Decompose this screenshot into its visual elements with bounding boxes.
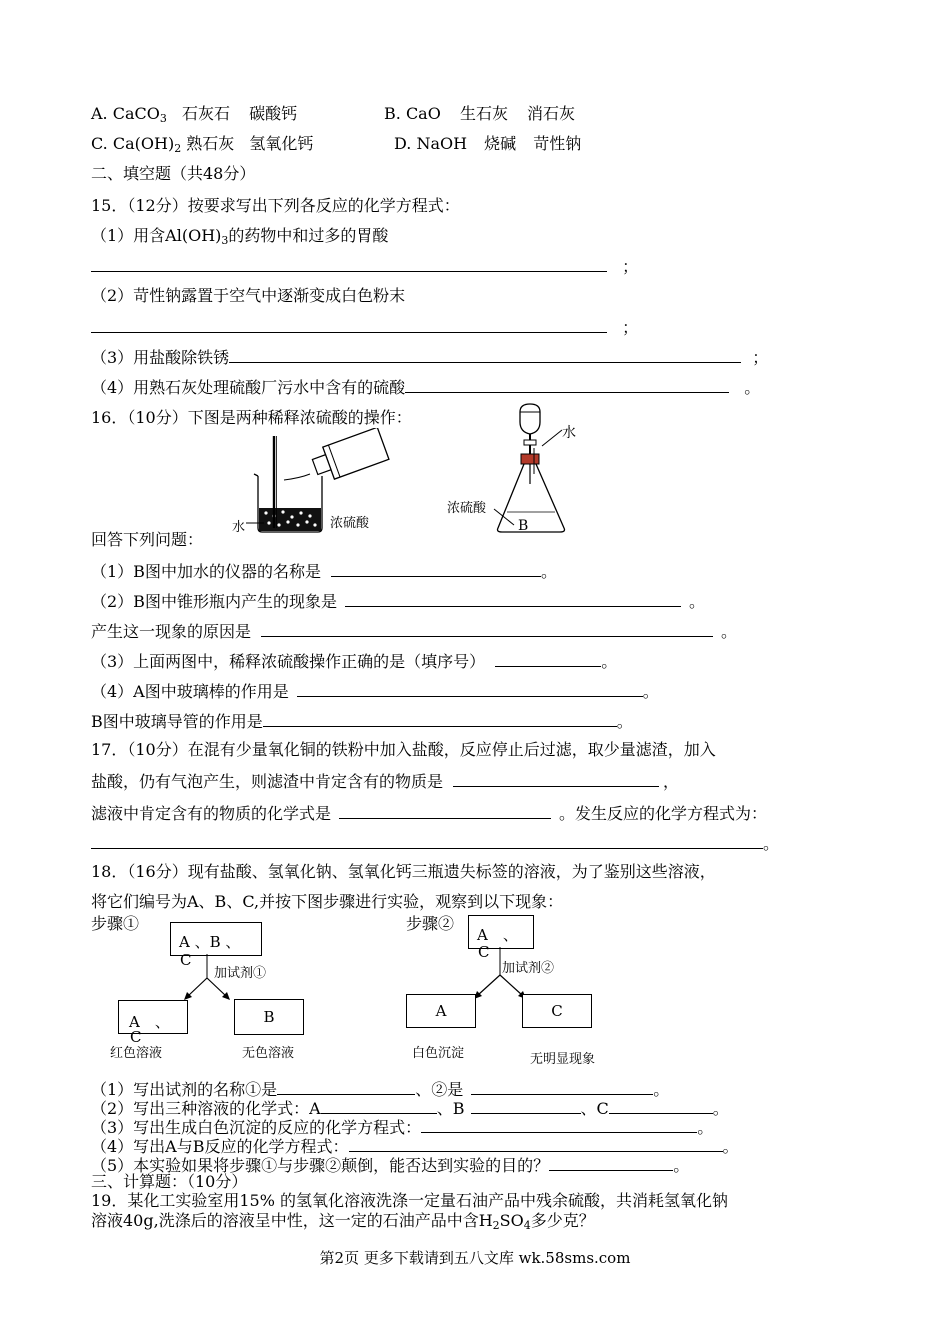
answer-blank[interactable] [549, 1154, 673, 1171]
box-text: C [551, 1002, 563, 1020]
page-footer: 第2页 更多下载请到五八文库 wk.58sms.com [319, 1249, 631, 1267]
subscript: 3 [221, 234, 229, 247]
text: （3）用盐酸除铁锈 [91, 348, 230, 367]
answer-blank[interactable] [421, 1116, 697, 1133]
text: 、C [580, 1099, 609, 1118]
step1-left-box-overflow: C [130, 1028, 142, 1046]
step1-left-result: 红色溶液 [110, 1046, 163, 1061]
option-letter: B. [384, 104, 401, 123]
box-text: A 、 [477, 926, 518, 944]
q16-part1 [91, 560, 557, 582]
section-heading-calc: 三、计算题：（10分） [91, 1172, 248, 1191]
text: SO [499, 1211, 524, 1230]
pointer-line [246, 520, 266, 526]
chemical-name: 碳酸钙 [249, 104, 298, 123]
punct: 。 [697, 1118, 714, 1137]
step2-right-result: 无明显现象 [530, 1052, 596, 1067]
figure-b-letter: B [518, 518, 529, 534]
formula: CaO [405, 104, 441, 123]
q18-line2: 将它们编号为A、B、C,并按下图步骤进行实验，观察到以下现象： [91, 892, 564, 911]
q19-line2 [91, 1212, 595, 1235]
option-d [394, 134, 581, 154]
text: （2）B图中锥形瓶内产生的现象是 [91, 592, 337, 611]
chemical-name: 氢氧化钙 [249, 134, 314, 153]
q15-answer1 [91, 255, 638, 277]
q17-answer [91, 832, 779, 854]
answer-blank[interactable] [495, 650, 601, 667]
text: B图中玻璃导管的作用是 [91, 712, 263, 731]
box-text: A [435, 1002, 447, 1020]
step2-top-box-overflow: C [478, 943, 490, 961]
text: 、B [436, 1099, 465, 1118]
answer-blank[interactable] [297, 680, 643, 697]
step1-right-box [234, 999, 304, 1035]
text: （1）写出试剂的名称①是 [91, 1080, 278, 1099]
punct: 。 [721, 622, 738, 641]
punct: 。 [722, 1137, 739, 1156]
punct: ； [622, 257, 639, 276]
common-name-2: 消石灰 [527, 104, 576, 123]
q18-part2 [91, 1097, 729, 1118]
text: （1）B图中加水的仪器的名称是 [91, 562, 321, 581]
answer-blank[interactable] [91, 832, 763, 849]
punct: ； [752, 348, 769, 367]
step2-left-box [406, 994, 476, 1028]
answer-blank[interactable] [331, 560, 541, 577]
q17-line1: 17．（10分）在混有少量氧化铜的铁粉中加入盐酸，反应停止后过滤，取少量滤渣，加入 [91, 740, 716, 759]
answer-blank[interactable] [321, 1097, 437, 1114]
formula: CaCO [112, 104, 160, 123]
text: 多少克？ [530, 1211, 595, 1230]
q18-part1 [91, 1078, 669, 1099]
answer-blank[interactable] [349, 1135, 723, 1152]
q19-line1: 19．某化工实验室用15% 的氢氧化溶液洗涤一定量石油产品中残余硫酸，共消耗氢氧化钠 [91, 1191, 729, 1210]
text: 的药物中和过多的胃酸 [228, 226, 389, 245]
punct: 。 [653, 1080, 670, 1099]
step1-label: 步骤① [91, 914, 140, 933]
punct: 。 [601, 652, 618, 671]
answer-blank[interactable] [277, 1078, 415, 1095]
q18-part4 [91, 1135, 739, 1156]
q16-part3 [91, 650, 617, 672]
answer-blank[interactable] [345, 590, 681, 607]
step1-right-result: 无色溶液 [242, 1046, 295, 1061]
answer-blank[interactable] [91, 316, 607, 333]
common-name: 熟石灰 [186, 134, 235, 153]
punct: 。 [688, 592, 705, 611]
q16-stem: 16．（10分）下图是两种稀释浓硫酸的操作： [91, 408, 412, 427]
option-letter: A. [91, 104, 108, 123]
option-a [91, 104, 297, 129]
section-heading-fill: 二、填空题（共48分） [91, 164, 256, 183]
q16-part2 [91, 590, 705, 612]
step2-reagent: 加试剂② [502, 961, 555, 976]
answer-blank[interactable] [609, 1097, 713, 1114]
text: 。发生反应的化学方程式为： [559, 804, 768, 823]
text: 溶液40g,洗涤后的溶液呈中性，这一定的石油产品中含H [91, 1211, 493, 1230]
step1-top-box-overflow: C [180, 951, 192, 969]
q16-part4 [91, 680, 659, 702]
punct: 。 [642, 682, 659, 701]
punct: 。 [744, 378, 761, 397]
text: （4）A图中玻璃棒的作用是 [91, 682, 289, 701]
subscript: 3 [159, 112, 167, 125]
pointer-line [492, 507, 518, 527]
q15-part3 [91, 346, 768, 368]
figure-b-acid-label: 浓硫酸 [447, 501, 487, 516]
answer-blank[interactable] [91, 255, 607, 272]
text: 产生这一现象的原因是 [91, 622, 252, 641]
answer-blank[interactable] [453, 770, 659, 787]
subscript: 4 [523, 1219, 531, 1232]
punct: ； [622, 318, 639, 337]
punct: 。 [540, 562, 557, 581]
pointer-line [540, 428, 564, 448]
q16-answer-intro: 回答下列问题： [91, 530, 204, 549]
text: （4）写出A与B反应的化学方程式： [91, 1137, 349, 1156]
step2-label: 步骤② [406, 914, 455, 933]
q15-part2: （2）苛性钠露置于空气中逐渐变成白色粉末 [91, 286, 406, 305]
common-name-2: 苛性钠 [533, 134, 582, 153]
step1-left-box [118, 1000, 188, 1034]
common-name: 烧碱 [484, 134, 517, 153]
option-c [91, 134, 313, 159]
punct: 。 [673, 1156, 690, 1175]
q15-part1 [91, 226, 388, 251]
punct: 。 [763, 834, 780, 853]
punct: 。 [712, 1099, 729, 1118]
step1-reagent: 加试剂① [214, 966, 267, 981]
box-text: A 、B 、 [179, 933, 241, 951]
q17-line2 [91, 770, 679, 792]
text: 滤液中肯定含有的物质的化学式是 [91, 804, 332, 823]
text: （3）上面两图中，稀释浓硫酸操作正确的是（填序号） [91, 652, 486, 671]
answer-blank[interactable] [471, 1097, 581, 1114]
q18-part3 [91, 1116, 713, 1137]
answer-blank[interactable] [405, 376, 729, 393]
q18-line1: 18．（16分）现有盐酸、氢氧化钠、氢氧化钙三瓶遗失标签的溶液，为了鉴别这些溶液， [91, 862, 716, 881]
q15-answer2 [91, 316, 638, 338]
answer-blank[interactable] [261, 620, 713, 637]
q16-part4b [91, 710, 633, 732]
formula: Ca(OH) [112, 134, 175, 153]
common-name: 生石灰 [459, 104, 508, 123]
subscript: 2 [174, 142, 182, 155]
text: （2）写出三种溶液的化学式：A [91, 1099, 321, 1118]
figure-a-water-label: 水 [232, 520, 246, 535]
answer-blank[interactable] [229, 346, 741, 363]
step2-right-box [522, 994, 592, 1028]
option-b [384, 104, 575, 124]
answer-blank[interactable] [471, 1078, 653, 1095]
text: （3）写出生成白色沉淀的反应的化学方程式： [91, 1118, 422, 1137]
q15-stem: 15．（12分）按要求写出下列各反应的化学方程式： [91, 196, 460, 215]
box-text: A 、 [129, 1013, 170, 1031]
text: （1）用含Al(OH) [91, 226, 222, 245]
option-letter: D. [394, 134, 412, 153]
box-text: B [263, 1008, 275, 1026]
figure-a-acid-label: 浓硫酸 [330, 516, 370, 531]
q15-part4 [91, 376, 760, 398]
punct: 。 [616, 712, 633, 731]
option-letter: C. [91, 134, 108, 153]
q16-part2-reason [91, 620, 737, 642]
q17-line3 [91, 802, 767, 824]
text: （4）用熟石灰处理硫酸厂污水中含有的硫酸 [91, 378, 406, 397]
text: （5）本实验如果将步骤①与步骤②颠倒，能否达到实验的目的？ [91, 1156, 550, 1175]
text: 盐酸，仍有气泡产生，则滤渣中肯定含有的物质是 [91, 772, 444, 791]
subscript: 2 [492, 1219, 500, 1232]
step2-left-result: 白色沉淀 [412, 1046, 465, 1061]
common-name: 石灰石 [181, 104, 230, 123]
figure-b-water-label: 水 [562, 425, 576, 441]
formula: NaOH [416, 134, 468, 153]
text: 、②是 [415, 1080, 464, 1099]
answer-blank[interactable] [339, 802, 551, 819]
punct: ， [663, 772, 680, 791]
answer-blank[interactable] [263, 710, 617, 727]
